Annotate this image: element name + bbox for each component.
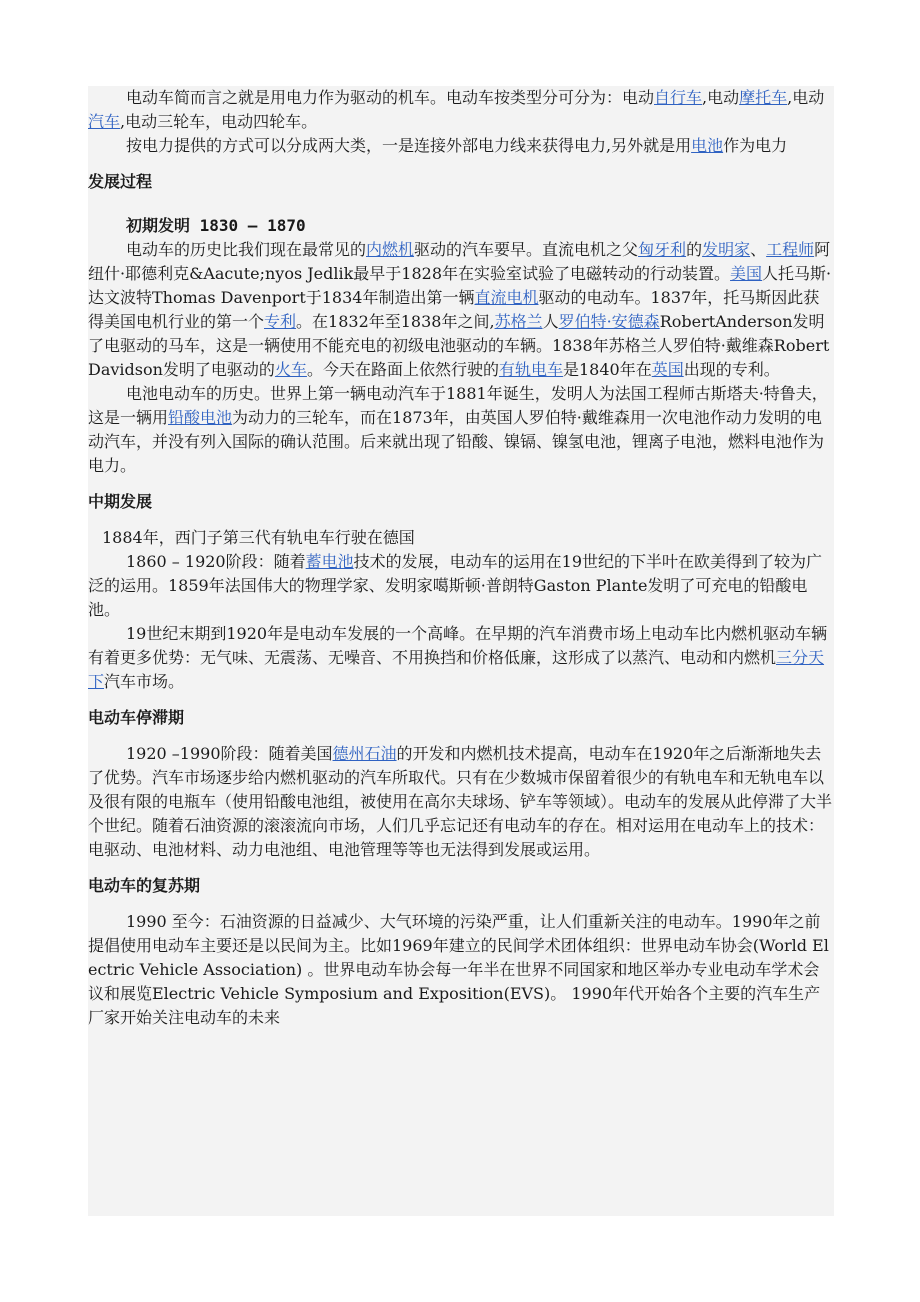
paragraph-text: 19世纪末期到1920年是电动车发展的一个高峰。在早期的汽车消费市场上电动车比内燃机驱动车辆有着更多优势：无气味、无震荡、无噪音、不用换挡和价格低廉，这形成了以蒸汽、电动和内燃机 [88,624,828,667]
paragraph-text: 出现的专利。 [683,360,780,379]
paragraph-text: 电动车的历史比我们现在最常见的 [126,240,367,259]
hyperlink[interactable]: 苏格兰 [494,312,543,331]
section-heading-revival: 电动车的复苏期 [88,876,201,895]
image-caption: 1884年，西门子第三代有轨电车行驶在德国 [102,528,415,547]
paragraph-text: 1920 –1990阶段：随着美国 [126,744,333,763]
hyperlink[interactable]: 自行车 [654,88,703,107]
intro-paragraph-2 [88,134,834,158]
paragraph-text: 是1840年在 [562,360,652,379]
intro-paragraph-1 [88,86,834,134]
hyperlink[interactable]: 三分天下 [88,648,825,691]
hyperlink[interactable]: 汽车 [88,112,121,131]
hyperlink[interactable]: 英国 [651,360,684,379]
hyperlink[interactable]: 蓄电池 [305,552,354,571]
paragraph-text: 人托马斯·达文波特Thomas Davenport于1834年制造出第一辆 [88,264,832,307]
paragraph-text: 电动车简而言之就是用电力作为驱动的机车。电动车按类型分可分为：电动 [126,88,655,107]
hyperlink[interactable]: 专利 [264,312,297,331]
section-heading-history: 发展过程 [88,172,153,191]
hyperlink[interactable]: 铅酸电池 [168,408,233,427]
paragraph-text: 。在1832年至1838年之间, [296,312,495,331]
hyperlink[interactable]: 匈牙利 [638,240,687,259]
paragraph-text: 电池电动车的历史。世界上第一辆电动汽车于1881年诞生，发明人为法国工程师古斯塔夫·特鲁夫，这是一辆用 [88,384,828,427]
history-paragraph-1 [88,238,834,382]
paragraph-text: 作为电力 [723,136,788,155]
section-heading-middle: 中期发展 [88,492,153,511]
hyperlink[interactable]: 直流电机 [474,288,539,307]
middle-paragraph-1 [88,550,834,622]
paragraph-text: 1990 至今：石油资源的日益减少、大气环境的污染严重，让人们重新关注的电动车。1990年之前提倡使用电动车主要还是以民间为主。比如1969年建立的民间学术团体组织：世界电动车协会(World Electric Vehicle Association) 。世界电动车协会每一年半在世界不同国家和地区举办专业电动车学术会议和展览Electric Vehicle Symposium and Exposition(EVS)。 1990年代开始各个主要的汽车生产厂家开始关注电动车的未来 [88,912,829,1027]
hyperlink[interactable]: 摩托车 [739,88,788,107]
hyperlink[interactable]: 工程师 [766,240,815,259]
paragraph-text: 驱动的汽车要早。直流电机之父 [414,240,639,259]
paragraph-text: 。今天在路面上依然行驶的 [306,360,499,379]
paragraph-text: 人 [542,312,559,331]
hyperlink[interactable]: 内燃机 [366,240,415,259]
hyperlink[interactable]: 电池 [691,136,724,155]
paragraph-text: 技术的发展，电动车的运用在19世纪的下半叶在欧美得到了较为广泛的运用。1859年法国伟大的物理学家、发明家噶斯顿·普朗特Gaston Plante发明了可充电的铅酸电池。 [88,552,823,619]
paragraph-text: RobertAnderson发明了电驱动的马车，这是一辆使用不能充电的初级电池驱动的车辆。1838年苏格兰人罗伯特·戴维森Robert Davidson发明了电驱动的 [88,312,830,379]
paragraph-text: 1860 – 1920阶段：随着 [126,552,306,571]
hyperlink[interactable]: 美国 [730,264,763,283]
paragraph-text: ,电动 [702,88,740,107]
paragraph-text: 的 [686,240,703,259]
revival-paragraph-1 [88,910,834,1030]
stagnation-paragraph-1 [88,742,834,862]
hyperlink[interactable]: 发明家 [702,240,751,259]
middle-paragraph-2 [88,622,834,694]
paragraph-text: ,电动 [787,88,825,107]
hyperlink[interactable]: 有轨电车 [498,360,563,379]
paragraph-text: 阿纽什·耶德利克&Aacute;nyos Jedlik最早于1828年在实验室试验了电磁转动的行动装置。 [88,240,831,283]
paragraph-text: ,电动三轮车，电动四轮车。 [120,112,318,131]
hyperlink[interactable]: 德州石油 [332,744,397,763]
paragraph-text: 按电力提供的方式可以分成两大类，一是连接外部电力线来获得电力,另外就是用 [126,136,692,155]
paragraph-text: 、 [750,240,767,259]
hyperlink[interactable]: 火车 [274,360,307,379]
paragraph-text: 的开发和内燃机技术提高，电动车在1920年之后渐渐地失去了优势。汽车市场逐步给内燃机驱动的汽车所取代。只有在少数城市保留着很少的有轨电车和无轨电车以及很有限的电瓶车（使用铅酸电池组，被使用在高尔夫球场、铲车等领域）。电动车的发展从此停滞了大半个世纪。随着石油资源的滚滚流向市场，人们几乎忘记还有电动车的存在。相对运用在电动车上的技术：电驱动、电池材料、动力电池组、电池管理等等也无法得到发展或运用。 [88,744,833,859]
document-body [88,86,834,1030]
subheading-early-invention: 初期发明 1830 – 1870 [126,216,306,235]
paragraph-text: 汽车市场。 [104,672,185,691]
paragraph-text: 驱动的电动车。1837年，托马斯因此获得美国电机行业的第一个 [88,288,820,331]
hyperlink[interactable]: 罗伯特·安德森 [558,312,660,331]
section-heading-stagnation: 电动车停滞期 [88,708,185,727]
paragraph-text: 为动力的三轮车，而在1873年，由英国人罗伯特·戴维森用一次电池作动力发明的电动汽车，并没有列入国际的确认范围。后来就出现了铅酸、镍镉、镍氢电池，锂离子电池，燃料电池作为电力。 [88,408,825,475]
history-paragraph-2 [88,382,834,478]
